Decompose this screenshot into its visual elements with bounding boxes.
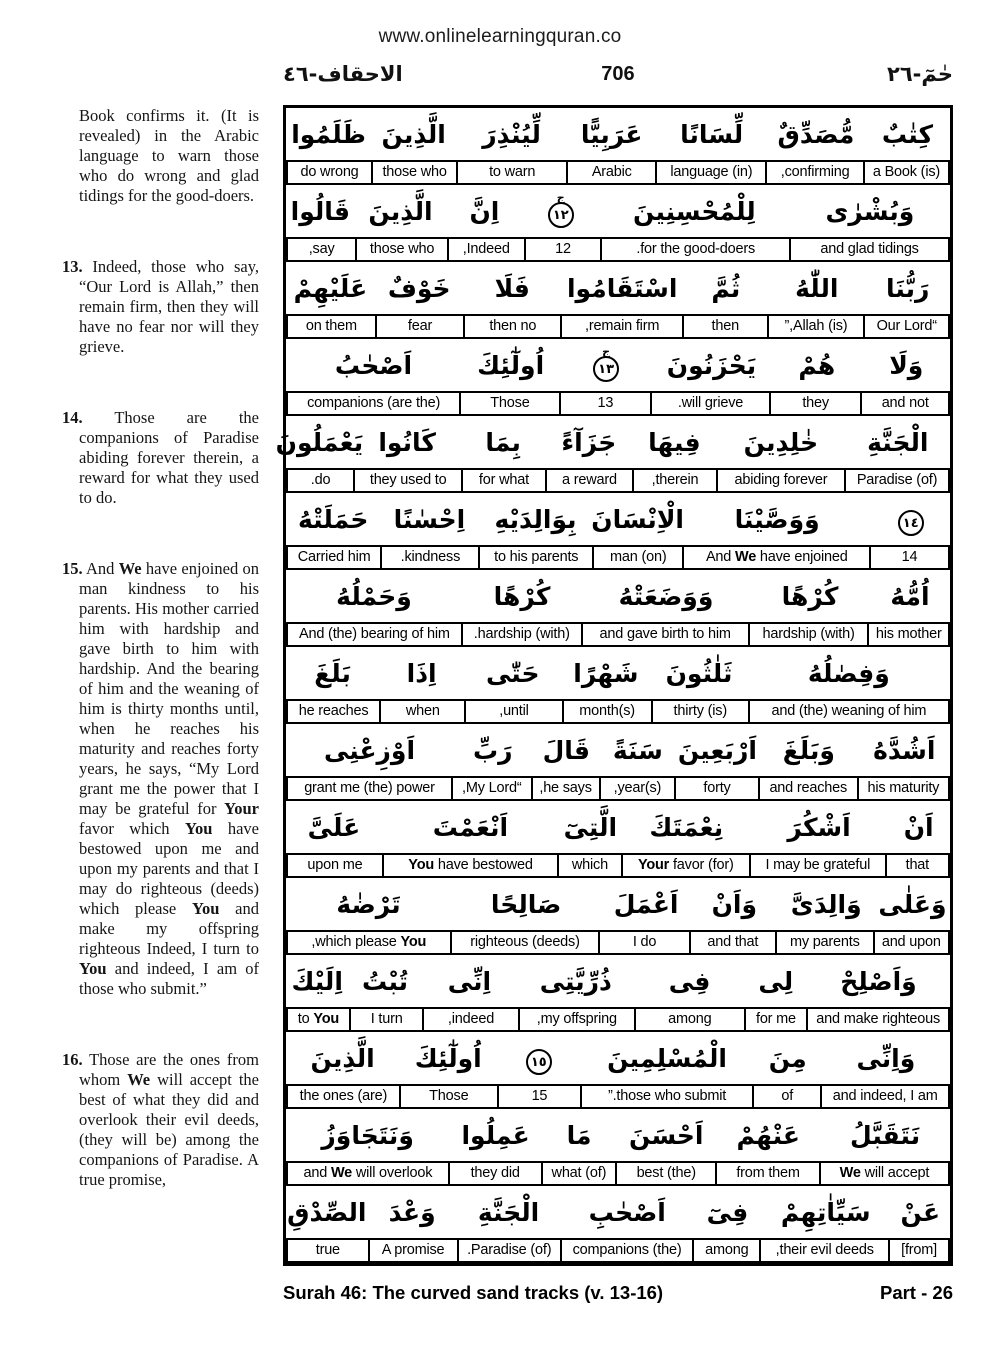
- verse-end-marker: [523, 191, 599, 228]
- arabic-word: وَعْدَ: [388, 1197, 436, 1227]
- waqf-mark: ج: [602, 345, 611, 358]
- verse-end-marker: [871, 502, 950, 536]
- arabic-word: اِحْسٰنًا: [393, 504, 466, 534]
- verse-end-marker: [560, 345, 651, 382]
- arabic-line: [286, 339, 950, 391]
- word-translation: do wrong: [286, 160, 373, 185]
- arabic-word: كُرْهًا: [781, 581, 839, 611]
- word-translation: (of) Paradise: [844, 468, 950, 493]
- arabic-word: نَتَقَبَّلُ: [850, 1120, 921, 1150]
- word-by-word-table: [275, 105, 953, 1266]
- arabic-word: اُمُّهُ: [890, 581, 930, 611]
- word-translation: abiding forever: [716, 468, 846, 493]
- word-translation: and make righteous: [806, 1007, 950, 1032]
- arabic-word: الْاِنْسَانَ: [591, 504, 685, 534]
- arabic-word: وَفِصٰلُهُ: [807, 658, 890, 688]
- arabic-word: جَزَآءً: [561, 427, 617, 457]
- arabic-word: حَتّٰى: [485, 658, 540, 688]
- word-translation: will grieve.: [650, 391, 771, 416]
- word-translation: (of) Paradise.: [457, 1238, 562, 1263]
- arabic-word: كِتٰبٌ: [881, 119, 934, 149]
- word-translation: they used to: [353, 468, 463, 493]
- word-translation: among: [634, 1007, 745, 1032]
- word-translation: my offspring,: [518, 1007, 637, 1032]
- arabic-word: لِى: [758, 966, 794, 996]
- arabic-word: وَاَصْلِحْ: [840, 966, 917, 996]
- verse-line-pair: [286, 955, 950, 1032]
- word-translation: (with) hardship.: [461, 622, 583, 647]
- arabic-word: اللّٰهُ: [795, 273, 839, 303]
- page-header: [283, 62, 953, 86]
- word-translation: he says,: [531, 776, 601, 801]
- verse-line-pair: [286, 647, 950, 724]
- word-translation: I may be grateful: [749, 853, 887, 878]
- arabic-word: اُولٰٓئِكَ: [477, 350, 545, 380]
- word-translation: true: [286, 1238, 370, 1263]
- word-translation: then no: [463, 314, 562, 339]
- verse-number-circle: ١٢: [548, 202, 574, 228]
- translation-line: [286, 391, 950, 416]
- arabic-word: اِلَيْكَ: [291, 966, 343, 996]
- footer-surah-title: Surah 46: The curved sand tracks (v. 13-16): [283, 1282, 664, 1303]
- word-translation: year(s),: [599, 776, 677, 801]
- arabic-word: فِىٓ: [706, 1197, 749, 1227]
- word-translation: and that: [689, 930, 777, 955]
- word-translation: and indeed, I am: [820, 1084, 950, 1109]
- word-translation: and not: [860, 391, 950, 416]
- arabic-word: وَالِدَىَّ: [790, 889, 862, 919]
- word-translation: then: [682, 314, 769, 339]
- arabic-word: قَالُوا: [290, 196, 351, 226]
- arabic-word: ثَلٰثُونَ: [665, 658, 733, 688]
- arabic-word: رَبُّنَا: [886, 273, 930, 303]
- arabic-word: عَمِلُوا: [461, 1120, 530, 1150]
- word-translation: (is) thirty: [651, 699, 750, 724]
- arabic-word: الصِّدْقِ: [287, 1197, 367, 1227]
- arabic-word: صَالِحًا: [490, 889, 562, 919]
- word-translation: (for) Your favor: [621, 853, 751, 878]
- arabic-line: [275, 416, 950, 468]
- word-translation: 12: [524, 237, 603, 262]
- arabic-word: اَصْحٰبُ: [334, 350, 413, 380]
- arabic-line: [286, 1109, 950, 1161]
- arabic-word: اِذَا: [406, 658, 437, 688]
- verse-number-circle: ١٣: [593, 356, 619, 382]
- arabic-word: سَنَةً: [612, 735, 663, 765]
- word-translation: I turn: [349, 1007, 425, 1032]
- arabic-word: وَوَضَعَتْهُ: [618, 581, 714, 611]
- arabic-word: الْجَنَّةِ: [477, 1197, 540, 1227]
- word-translation: they: [769, 391, 863, 416]
- arabic-word: هُمْ: [798, 350, 836, 380]
- word-translation: those who submit.”: [580, 1084, 754, 1109]
- verse-number: 13.: [62, 257, 83, 276]
- arabic-line: [286, 878, 950, 930]
- translation-line: [286, 699, 950, 724]
- translation-line: [286, 1007, 950, 1032]
- arabic-word: بِوَالِدَيْهِ: [494, 504, 577, 534]
- word-translation: righteous (deeds): [450, 930, 601, 955]
- arabic-word: الْجَنَّةِ: [867, 427, 929, 457]
- arabic-word: الَّتِىٓ: [563, 812, 618, 842]
- arabic-word: وَنَتَجَاوَزُ: [321, 1120, 414, 1150]
- arabic-word: قَالَ: [542, 735, 591, 765]
- word-translation: (is) Allah,”: [767, 314, 866, 339]
- translation-paragraph: 15. And We have enjoined on man kindness to his parents. His mother carried him with hardship and gave birth to him with hardship. And the bearing of him and the weaning of him is thirty months until, when he reaches his maturity and reaches forty years, he says, “My Lord grant me the power that I may be grateful for Your favor which You have bestowed upon me and upon my parents and that I may do righteous (deeds) which please You and make my offspring righteous Indeed, I turn to You and indeed, I am of those who submit.”: [62, 559, 259, 998]
- verse-line-pair: [286, 1032, 950, 1109]
- arabic-word: نِعْمَتَكَ: [649, 812, 724, 842]
- arabic-word: اِنَّ: [469, 196, 500, 226]
- arabic-word: عَلَىَّ: [307, 812, 361, 842]
- arabic-line: [286, 801, 950, 853]
- verse-line-pair: [286, 570, 950, 647]
- arabic-word: اَعْمَلَ: [613, 889, 679, 919]
- verse-line-pair: [286, 262, 950, 339]
- word-translation: kindness.: [380, 545, 480, 570]
- arabic-word: اِنِّى: [447, 966, 492, 996]
- word-translation: of: [752, 1084, 822, 1109]
- arabic-word: لِّيُنْذِرَ: [482, 119, 541, 149]
- word-translation: (of) what: [541, 1161, 618, 1186]
- word-translation: upon me: [286, 853, 384, 878]
- verse-line-pair: [286, 493, 950, 570]
- word-translation: to warn: [456, 160, 568, 185]
- word-translation: and gave birth to him: [581, 622, 750, 647]
- translation-line: [286, 776, 950, 801]
- word-translation: Those: [399, 1084, 499, 1109]
- word-translation: Carried him: [286, 545, 382, 570]
- verse-number: 15.: [62, 559, 83, 578]
- arabic-word: وَحَمْلُهُ: [336, 581, 412, 611]
- word-translation: (the) best: [615, 1161, 717, 1186]
- arabic-word: الَّذِينَ: [381, 119, 446, 149]
- word-translation: for the good-doers.: [600, 237, 791, 262]
- translation-line: [286, 468, 950, 493]
- translation-paragraph: Book confirms it. (It is revealed) in the Arabic language to warn those who do wrong and glad tidings for the good-doers.: [79, 106, 259, 205]
- arabic-word: الْمُسْلِمِينَ: [607, 1043, 727, 1073]
- word-translation: Arabic: [566, 160, 657, 185]
- translation-line: [286, 622, 950, 647]
- word-translation: month(s): [562, 699, 653, 724]
- word-translation: say,: [286, 237, 357, 262]
- word-translation: he reaches: [286, 699, 381, 724]
- word-translation: remain firm,: [560, 314, 684, 339]
- word-translation: which please You,: [286, 930, 452, 955]
- word-translation: (are the) companions: [286, 391, 461, 416]
- translation-line: [286, 930, 950, 955]
- arabic-word: عَرَبِيًّا: [580, 119, 643, 149]
- arabic-word: وَوَصَّيْنَا: [734, 504, 820, 534]
- arabic-line: [286, 570, 950, 622]
- arabic-word: يَحْزَنُونَ: [666, 350, 757, 380]
- word-translation: their evil deeds,: [759, 1238, 890, 1263]
- arabic-word: اَنْعَمْتَ: [432, 812, 509, 842]
- arabic-word: سَيِّاٰتِهِمْ: [780, 1197, 871, 1227]
- arabic-word: وَاِنِّى: [856, 1043, 916, 1073]
- arabic-line: [286, 493, 950, 545]
- arabic-line: [286, 108, 950, 160]
- word-translation: (the) companions: [560, 1238, 694, 1263]
- arabic-word: مُّصَدِّقٌ: [777, 119, 855, 149]
- arabic-word: الَّذِينَ: [368, 196, 433, 226]
- arabic-word: مِنَ: [768, 1043, 807, 1073]
- word-translation: Indeed,: [447, 237, 526, 262]
- word-translation: therein,: [632, 468, 718, 493]
- arabic-word: مَا: [566, 1120, 592, 1150]
- word-translation: and reaches: [758, 776, 859, 801]
- arabic-word: ذُرِّيَّتِى: [539, 966, 612, 996]
- verse-line-pair: [286, 724, 950, 801]
- arabic-word: وَبَلَغَ: [782, 735, 835, 765]
- surah-name-arabic: الاحقاف-٤٦: [283, 62, 403, 86]
- verse-number-circle: ١٤: [898, 510, 924, 536]
- translation-line: [286, 545, 950, 570]
- arabic-word: لِلْمُحْسِنِينَ: [632, 196, 756, 226]
- word-translation: do.: [286, 468, 355, 493]
- word-translation: for me: [744, 1007, 809, 1032]
- verse-line-pair: [286, 1186, 950, 1263]
- word-translation: confirming,: [765, 160, 865, 185]
- arabic-word: اَرْبَعِينَ: [677, 735, 757, 765]
- arabic-word: وَلَا: [889, 350, 924, 380]
- verse-line-pair: [286, 339, 950, 416]
- juz-label-arabic: حٰمٓ-٢٦: [887, 62, 953, 86]
- translation-line: [286, 237, 950, 262]
- arabic-word: بَلَغَ: [314, 658, 351, 688]
- word-translation: his mother: [867, 622, 950, 647]
- site-url: www.onlinelearningquran.co: [378, 26, 622, 47]
- word-translation: You have bestowed: [382, 853, 559, 878]
- word-translation: on them: [286, 314, 377, 339]
- word-translation: forty: [674, 776, 759, 801]
- waqf-mark: ج: [556, 191, 565, 204]
- word-translation: to his parents: [478, 545, 594, 570]
- arabic-line: [286, 262, 950, 314]
- arabic-word: وَاَنْ: [711, 889, 758, 919]
- word-translation: and We will overlook: [286, 1161, 450, 1186]
- word-translation: and glad tidings: [789, 237, 950, 262]
- word-translation: A promise: [368, 1238, 459, 1263]
- arabic-word: وَبُشْرٰى: [825, 196, 915, 226]
- word-translation: they did: [448, 1161, 543, 1186]
- word-translation: when: [379, 699, 466, 724]
- translation-column: [62, 106, 259, 1241]
- word-translation: And (the) bearing of him: [286, 622, 463, 647]
- word-translation: [from]: [888, 1238, 950, 1263]
- word-translation: fear: [375, 314, 466, 339]
- translation-line: [286, 853, 950, 878]
- verse-line-pair: [275, 416, 950, 493]
- arabic-word: اَصْحٰبِ: [588, 1197, 666, 1227]
- word-translation: 13: [559, 391, 653, 416]
- arabic-word: فَلَا: [494, 273, 530, 303]
- verse-end-marker: [497, 1041, 580, 1075]
- word-translation: “My Lord,: [451, 776, 533, 801]
- word-translation: (with) hardship: [748, 622, 870, 647]
- word-translation: (on) man: [592, 545, 684, 570]
- translation-line: [286, 1084, 950, 1109]
- arabic-word: عَلَيْهِمْ: [293, 273, 368, 303]
- word-translation: 14: [869, 545, 950, 570]
- word-translation: for what: [461, 468, 547, 493]
- word-translation: those who: [355, 237, 449, 262]
- arabic-line: [286, 647, 950, 699]
- verse-number: 16.: [62, 1050, 83, 1069]
- arabic-word: فِى: [668, 966, 711, 996]
- word-translation: We will accept: [819, 1161, 950, 1186]
- verse-number: 14.: [62, 408, 83, 427]
- arabic-word: وَعَلٰى: [878, 889, 947, 919]
- word-translation: and upon: [873, 930, 950, 955]
- verse-line-pair: [286, 1109, 950, 1186]
- word-translation: And We have enjoined: [682, 545, 871, 570]
- arabic-word: اَنْ: [903, 812, 934, 842]
- word-translation: his maturity: [857, 776, 950, 801]
- arabic-word: رَبِّ: [472, 735, 513, 765]
- word-translation: a reward: [545, 468, 635, 493]
- arabic-line: [286, 724, 950, 776]
- word-translation: (are) the ones: [286, 1084, 401, 1109]
- word-translation: (in) language: [655, 160, 767, 185]
- arabic-word: ظَلَمُوا: [291, 119, 366, 149]
- verse-line-pair: [286, 878, 950, 955]
- arabic-word: الَّذِينَ: [310, 1043, 375, 1073]
- word-translation: to You: [286, 1007, 351, 1032]
- page-number: 706: [601, 62, 635, 85]
- arabic-word: عَنْهُمْ: [736, 1120, 800, 1150]
- arabic-word: تَرْضٰهُ: [336, 889, 401, 919]
- word-translation: that: [885, 853, 950, 878]
- page-footer: [283, 1282, 953, 1304]
- arabic-word: كُرْهًا: [493, 581, 551, 611]
- arabic-word: يَعْمَلُونَ: [275, 427, 364, 457]
- verse-number-circle: ١٥: [526, 1049, 552, 1075]
- word-translation: and (the) weaning of him: [748, 699, 950, 724]
- arabic-word: خٰلِدِينَ: [743, 427, 819, 457]
- translation-paragraph: 13. Indeed, those who say, “Our Lord is Allah,” then remain firm, then they will have no fear nor will they grieve.: [62, 257, 259, 356]
- translation-line: [286, 314, 950, 339]
- arabic-word: اُولٰٓئِكَ: [414, 1043, 482, 1073]
- arabic-word: فِيهَا: [648, 427, 701, 457]
- verse-line-pair: [286, 108, 950, 185]
- word-translation: those who: [371, 160, 458, 185]
- word-translation: Those: [459, 391, 560, 416]
- word-translation: I do: [598, 930, 690, 955]
- arabic-word: اَشُدَّهُ: [873, 735, 936, 765]
- word-translation: grant me (the) power: [286, 776, 453, 801]
- translation-paragraph: 14. Those are the companions of Paradise abiding forever therein, a reward for what they used to do.: [62, 408, 259, 507]
- translation-line: [286, 160, 950, 185]
- word-translation: from them: [715, 1161, 821, 1186]
- arabic-word: لِّسَانًا: [680, 119, 744, 149]
- arabic-word: اَحْسَنَ: [628, 1120, 704, 1150]
- arabic-word: بِمَا: [485, 427, 521, 457]
- footer-part-label: Part - 26: [879, 1282, 953, 1303]
- arabic-word: كَانُوا: [378, 427, 436, 457]
- arabic-word: اَشْكُرَ: [787, 812, 851, 842]
- arabic-word: اسْتَقَامُوا: [566, 273, 678, 303]
- word-translation: among: [692, 1238, 761, 1263]
- arabic-line: [286, 1032, 950, 1084]
- word-translation: “Our Lord: [863, 314, 950, 339]
- word-translation: my parents: [775, 930, 874, 955]
- word-translation: which: [557, 853, 622, 878]
- arabic-line: [286, 185, 950, 237]
- arabic-word: اَوْزِعْنِى: [323, 735, 416, 765]
- translation-line: [286, 1238, 950, 1263]
- arabic-word: حَمَلَتْهُ: [297, 504, 369, 534]
- translation-paragraph: 16. Those are the ones from whom We will accept the best of what they did and overlook their evil deeds, (they will be) among the companions of Paradise. A true promise,: [62, 1050, 259, 1189]
- arabic-word: شَهْرًا: [573, 658, 639, 688]
- arabic-word: خَوْفٌ: [387, 273, 451, 303]
- word-translation: (is) a Book: [863, 160, 950, 185]
- word-translation: until,: [464, 699, 563, 724]
- word-translation: indeed,: [422, 1007, 519, 1032]
- arabic-word: تُبْتُ: [362, 966, 409, 996]
- translation-line: [286, 1161, 950, 1186]
- verse-line-pair: [286, 801, 950, 878]
- arabic-word: عَنْ: [900, 1197, 941, 1227]
- word-translation: 15: [497, 1084, 582, 1109]
- verse-line-pair: [286, 185, 950, 262]
- arabic-line: [286, 1186, 950, 1238]
- arabic-line: [286, 955, 950, 1007]
- arabic-word: ثُمَّ: [711, 273, 741, 303]
